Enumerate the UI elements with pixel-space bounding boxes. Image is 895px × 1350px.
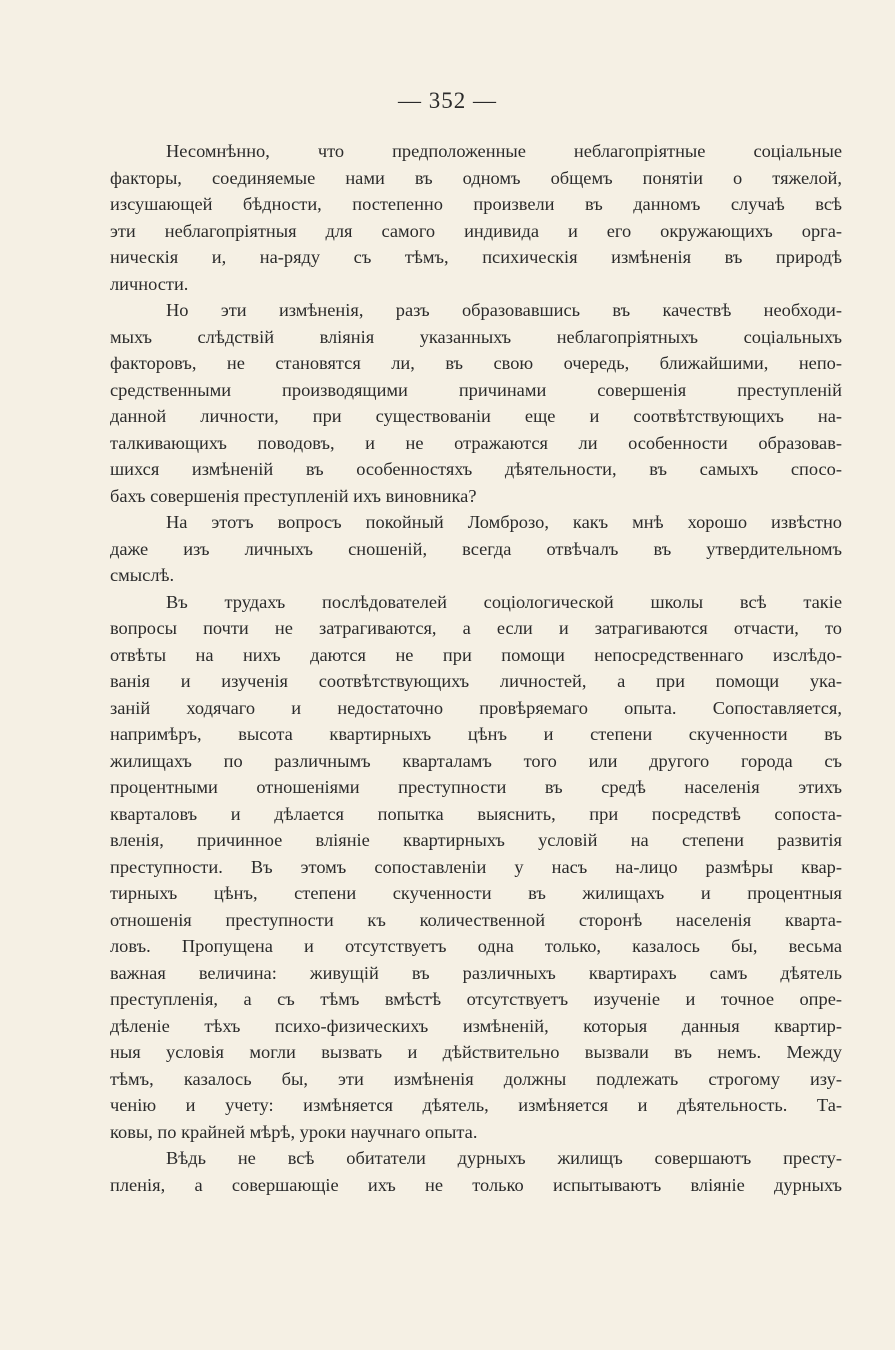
text-line: процентными отношеніями преступности въ средѣ населенія этихъ	[110, 777, 842, 797]
text-line: преступности. Въ этомъ сопоставленіи у насъ на-лицо размѣры квар-	[110, 856, 842, 877]
text-line: заній ходячаго и недостаточно провѣряемаго опыта. Сопоставляется,	[110, 697, 842, 718]
text-line: изсушающей бѣдности, постепенно произвели въ данномъ случаѣ всѣ	[110, 194, 842, 214]
text-line: ванія и изученія соотвѣтствующихъ личностей, а при помощи ука-	[110, 671, 842, 691]
text-line: отвѣты на нихъ даются не при помощи непосредственнаго изслѣдо-	[110, 644, 842, 665]
text-line: мыхъ слѣдствій вліянія указанныхъ неблагопріятныхъ соціальныхъ	[110, 326, 842, 347]
text-line: тѣмъ, казалось бы, эти измѣненія должны подлежать строгому изу-	[110, 1068, 842, 1089]
text-line: смыслѣ.	[110, 565, 175, 585]
text-line: факторы, соединяемые нами въ одномъ общемъ понятіи о тяжелой,	[110, 167, 842, 188]
text-line: Но эти измѣненія, разъ образовавшись въ качествѣ необходи-	[166, 300, 842, 320]
text-line: тирныхъ цѣнъ, степени скученности въ жилищахъ и процентныя	[110, 883, 842, 903]
text-line: факторовъ, не становятся ли, въ свою очередь, ближайшими, непо-	[110, 353, 842, 373]
text-line: ковы, по крайней мѣрѣ, уроки научнаго опыта.	[110, 1121, 478, 1142]
text-line: преступленія, а съ тѣмъ вмѣстѣ отсутствуетъ изученіе и точное опре-	[110, 989, 842, 1009]
text-line: ныя условія могли вызвать и дѣйствительно вызвали въ немъ. Между	[110, 1042, 842, 1062]
text-line: бахъ совершенія преступленій ихъ виновника?	[110, 485, 477, 506]
text-line: ловъ. Пропущена и отсутствуетъ одна только, казалось бы, весьма	[110, 936, 842, 956]
text-line: даже изъ личныхъ сношеній, всегда отвѣчалъ въ утвердительномъ	[110, 538, 842, 559]
text-line: Въ трудахъ послѣдователей соціологической школы всѣ такіе	[166, 591, 842, 612]
text-line: средственными производящими причинами совершенія преступленій	[110, 379, 842, 400]
text-line: кварталовъ и дѣлается попытка выяснить, при посредствѣ сопоста-	[110, 803, 842, 824]
text-line: данной личности, при существованіи еще и соотвѣтствующихъ на-	[110, 406, 842, 426]
text-line: эти неблагопріятныя для самого индивида и его окружающихъ орга-	[110, 220, 842, 241]
text-line: вопросы почти не затрагиваются, а если и затрагиваются отчасти, то	[110, 618, 842, 638]
text-line: шихся измѣненій въ особенностяхъ дѣятельности, въ самыхъ спосо-	[110, 459, 842, 479]
text-line: жилищахъ по различнымъ кварталамъ того или другого города съ	[110, 750, 842, 771]
text-line: Несомнѣнно, что предположенные неблагопріятные соціальные	[166, 141, 842, 161]
text-line: На этотъ вопросъ покойный Ломброзо, какъ мнѣ хорошо извѣстно	[166, 512, 842, 532]
text-line: личности.	[110, 273, 189, 294]
text-line: талкивающихъ поводовъ, и не отражаются ли особенности образовав-	[110, 432, 842, 453]
text-line: вленія, причинное вліяніе квартирныхъ условій на степени развитія	[110, 830, 842, 850]
text-line: дѣленіе тѣхъ психо-физическихъ измѣненій, которыя данныя квартир-	[110, 1015, 842, 1036]
text-line: напримѣръ, высота квартирныхъ цѣнъ и степени скученности въ	[110, 724, 842, 744]
text-line: пленія, а совершающіе ихъ не только испытываютъ вліяніе дурныхъ	[110, 1174, 842, 1195]
text-line: Вѣдь не всѣ обитатели дурныхъ жилищъ совершаютъ престу-	[166, 1148, 842, 1168]
body-text	[110, 138, 842, 1198]
text-line: ченію и учету: измѣняется дѣятель, измѣняется и дѣятельность. Та-	[110, 1095, 842, 1115]
text-line: ническія и, на-ряду съ тѣмъ, психическія измѣненія въ природѣ	[110, 247, 842, 267]
text-line: важная величина: живущій въ различныхъ квартирахъ самъ дѣятель	[110, 962, 842, 983]
text-line: отношенія преступности къ количественной сторонѣ населенія кварта-	[110, 909, 842, 930]
page-number: — 352 —	[398, 88, 497, 113]
